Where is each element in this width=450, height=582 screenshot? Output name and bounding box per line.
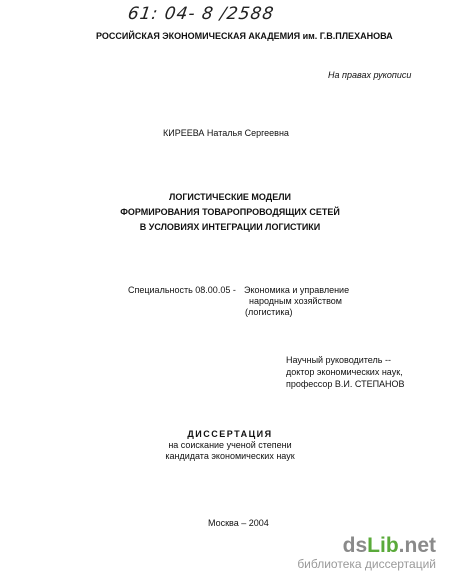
title-line: ФОРМИРОВАНИЯ ТОВАРОПРОВОДЯЩИХ СЕТЕЙ [120,207,340,217]
author-name: КИРЕЕВА Наталья Сергеевна [163,128,289,138]
specialty-line: народным хозяйством [249,296,342,306]
dissertation-block [140,429,320,462]
handwritten-catalog-code: 61: 04- 8 /2588 [126,4,276,24]
degree-line: на соискание ученой степени [168,440,292,450]
specialty-label: Специальность 08.00.05 - [128,285,236,295]
supervisor-line: Научный руководитель -- [286,355,391,365]
place-and-year: Москва – 2004 [208,518,269,528]
dslib-tagline: библиотека диссертаций [297,557,436,571]
dslib-watermark [297,534,436,571]
specialty-line: Экономика и управление [244,285,350,295]
academy-name: РОССИЙСКАЯ ЭКОНОМИЧЕСКАЯ АКАДЕМИЯ им. Г.В.ПЛЕХАНОВА [96,31,393,41]
dslib-logo: dsLib.net [342,534,436,557]
dissertation-title [100,190,360,235]
specialty-name [244,285,349,318]
supervisor-line: профессор В.И. СТЕПАНОВ [286,379,405,389]
specialty-line: (логистика) [245,307,293,317]
manuscript-note: На правах рукописи [328,70,412,80]
title-line: В УСЛОВИЯХ ИНТЕГРАЦИИ ЛОГИСТИКИ [139,222,321,232]
supervisor-line: доктор экономических наук, [286,367,403,377]
title-line: ЛОГИСТИЧЕСКИЕ МОДЕЛИ [169,192,291,202]
degree-line: кандидата экономических наук [165,451,295,461]
scientific-supervisor [286,354,405,390]
dissertation-heading: ДИССЕРТАЦИЯ [187,429,273,439]
